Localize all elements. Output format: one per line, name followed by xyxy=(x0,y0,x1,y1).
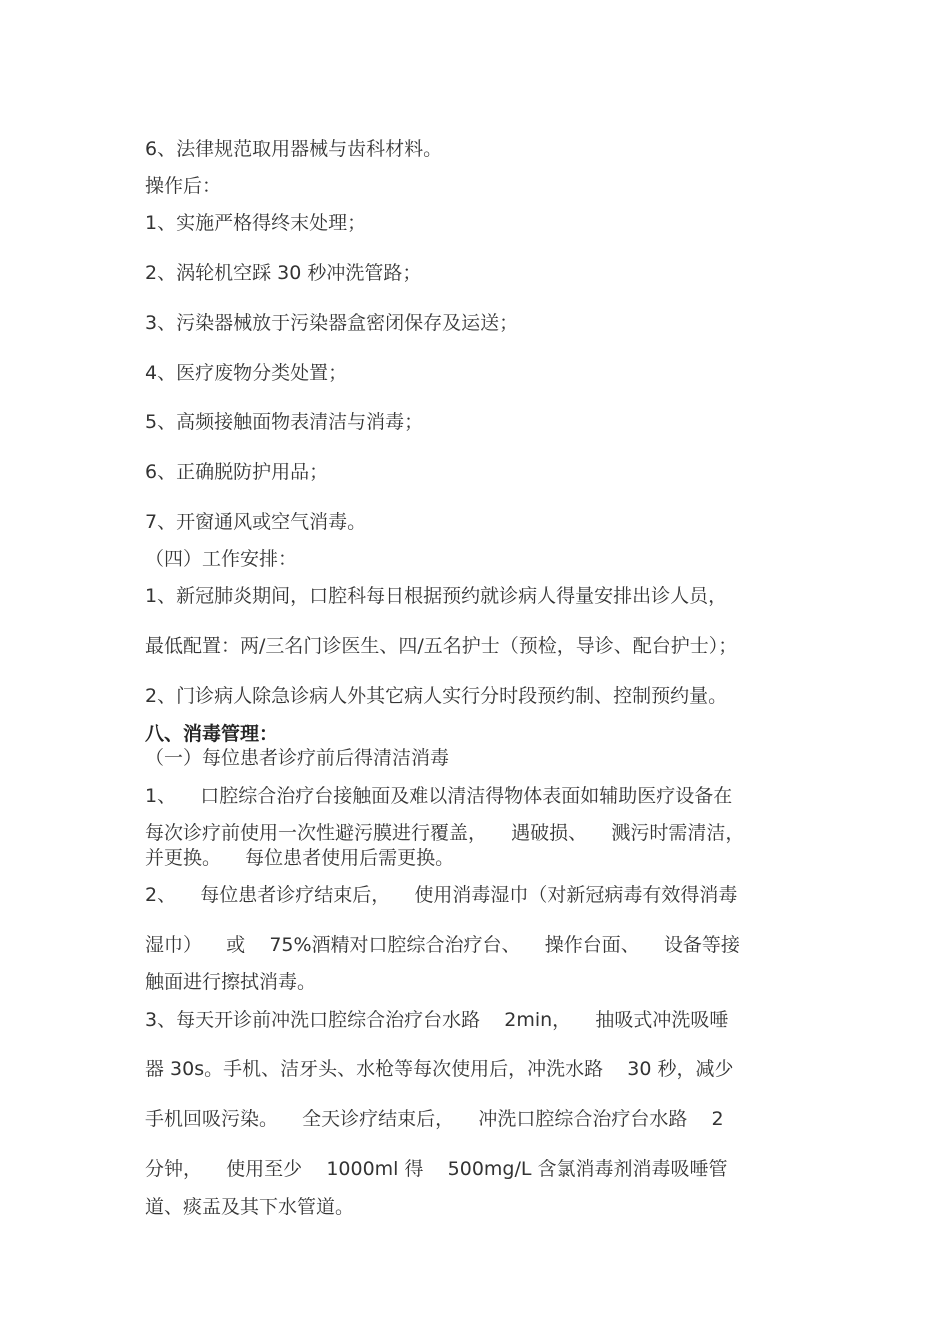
text-line: 4、医疗废物分类处置； xyxy=(145,362,348,384)
text-line: 6、法律规范取用器械与齿科材料。 xyxy=(145,138,443,160)
text-line: 1、实施严格得终末处理； xyxy=(145,212,367,234)
text-line: 1、新冠肺炎期间，口腔科每日根据预约就诊病人得量安排出诊人员， xyxy=(145,585,728,607)
text-line: 并更换。 每位患者使用后需更换。 xyxy=(145,847,455,869)
text-line: 6、正确脱防护用品； xyxy=(145,461,329,483)
text-line: 2、涡轮机空踩 30 秒冲洗管路； xyxy=(145,262,422,284)
text-line: 分钟， 使用至少 1000ml 得 500mg/L 含氯消毒剂消毒吸唾管 xyxy=(145,1158,728,1180)
text-line: 3、污染器械放于污染器盒密闭保存及运送； xyxy=(145,312,519,334)
text-line: 1、 口腔综合治疗台接触面及难以清洁得物体表面如辅助医疗设备在 xyxy=(145,785,733,807)
text-line: 最低配置：两/三名门诊医生、四/五名护士（预检，导诊、配台护士）； xyxy=(145,635,738,657)
text-line: 湿巾） 或 75%酒精对口腔综合治疗台、 操作台面、 设备等接 xyxy=(145,934,740,956)
text-line: 2、门诊病人除急诊病人外其它病人实行分时段预约制、控制预约量。 xyxy=(145,685,728,707)
chapter-heading: 八、消毒管理： xyxy=(145,723,279,745)
text-line: 3、每天开诊前冲洗口腔综合治疗台水路 2min， 抽吸式冲洗吸唾 xyxy=(145,1009,729,1031)
text-line: 2、 每位患者诊疗结束后， 使用消毒湿巾（对新冠病毒有效得消毒 xyxy=(145,884,738,906)
section-heading: （四）工作安排： xyxy=(145,548,298,570)
text-line: 手机回吸污染。 全天诊疗结束后， 冲洗口腔综合治疗台水路 2 xyxy=(145,1108,724,1130)
text-line: 触面进行擦拭消毒。 xyxy=(145,971,317,993)
section-heading: （一）每位患者诊疗前后得清洁消毒 xyxy=(145,747,450,769)
text-line: 操作后： xyxy=(145,175,222,197)
text-line: 7、开窗通风或空气消毒。 xyxy=(145,511,367,533)
text-line: 5、高频接触面物表清洁与消毒； xyxy=(145,411,424,433)
text-line: 每次诊疗前使用一次性避污膜进行覆盖， 遇破损、 溅污时需清洁， xyxy=(145,822,745,844)
text-line: 器 30s。手机、洁牙头、水枪等每次使用后，冲洗水路 30 秒，减少 xyxy=(145,1058,734,1080)
text-line: 道、痰盂及其下水管道。 xyxy=(145,1196,355,1218)
